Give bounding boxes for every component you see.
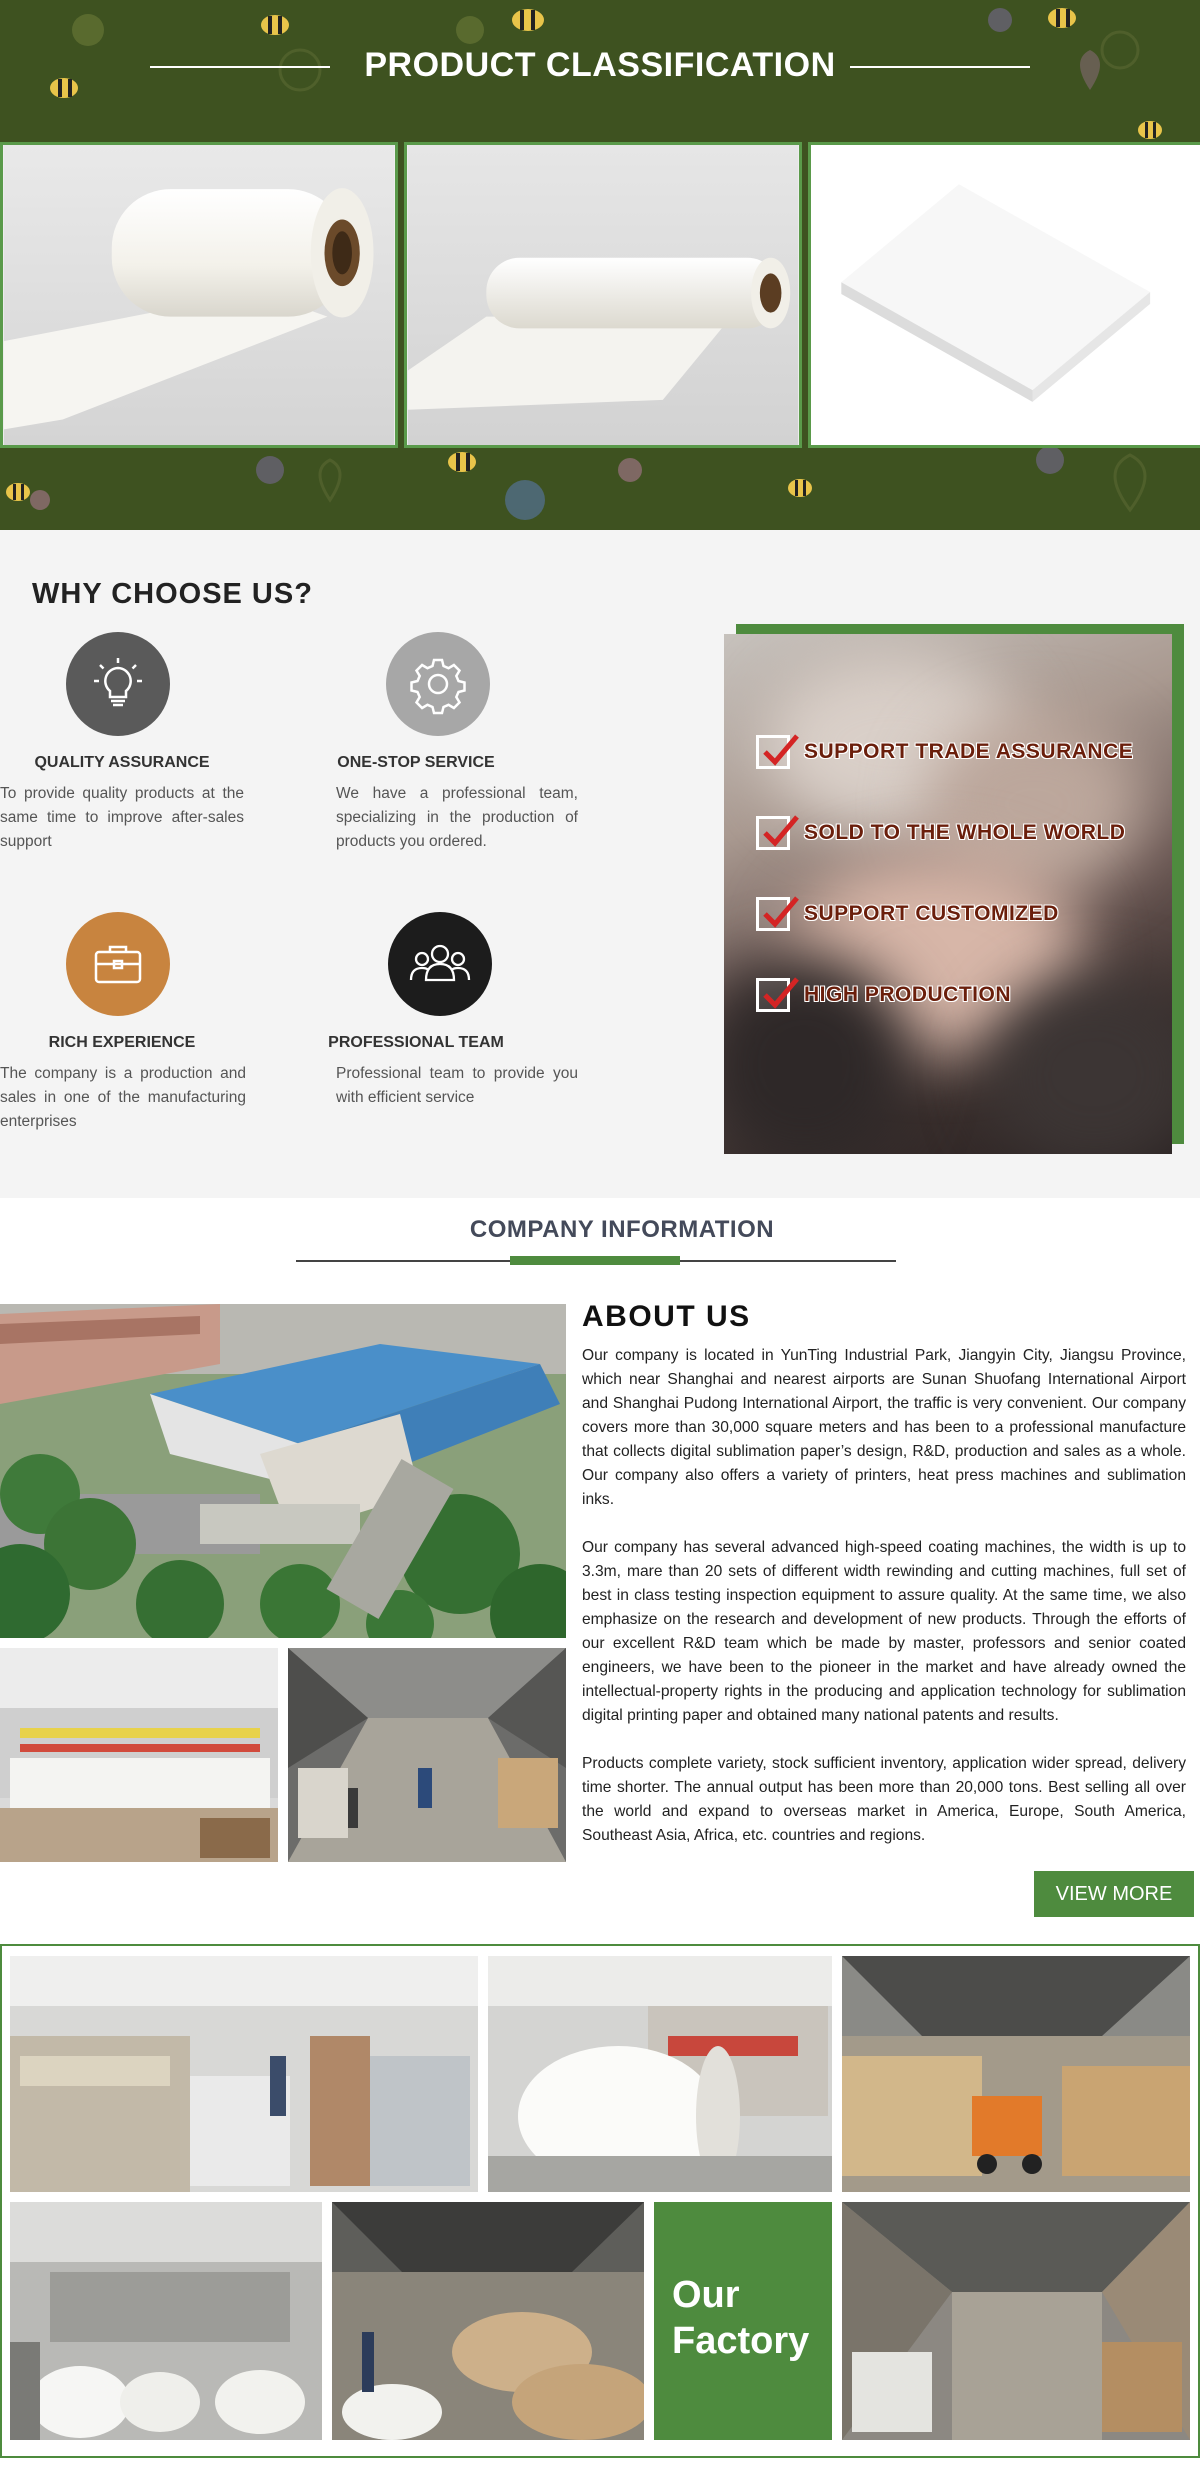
factory-photo[interactable] [10, 1956, 478, 2192]
why-choose-us-section [0, 530, 1200, 1198]
section-title: PRODUCT CLASSIFICATION [364, 46, 836, 84]
factory-photo[interactable] [488, 1956, 832, 2192]
product-card-roll-small[interactable] [404, 142, 802, 448]
paper-roll-image [407, 145, 799, 445]
feature-one-stop-service [336, 632, 596, 854]
our-factory-line2: Factory [672, 2320, 810, 2362]
title-underline-accent [510, 1256, 680, 1265]
checklist-label: SUPPORT TRADE ASSURANCE [804, 740, 1134, 763]
checklist-item [756, 975, 1011, 1015]
section-title-row [0, 40, 1200, 96]
checkbox-checked-icon [756, 897, 790, 931]
handshake-blurred-image [724, 634, 1172, 1154]
factory-photo[interactable] [10, 2202, 322, 2440]
feature-rich-experience [0, 912, 260, 1134]
company-information-section [0, 1198, 1200, 1948]
paper-sheets-image [811, 145, 1200, 445]
feature-title: PROFESSIONAL TEAM [328, 1034, 504, 1051]
about-paragraph: Our company is located in YunTing Industrial Park, Jiangyin City, Jiangsu Province, which near Shanghai and nearest airports are Sunan Shuofang International Airport and Shanghai Pudong International Airport, the traffic is very convenient. Our company covers more than 30,000 square meters and has been to a professional manufacture that collects digital sublimation paper’s design, R&D, production and sales as a whole. Our company also offers a variety of printers, heat press machines and sublimation inks. [582, 1347, 1186, 1508]
product-classification-section [0, 0, 1200, 530]
factory-aerial-photo [0, 1304, 566, 1638]
why-title: WHY CHOOSE US? [32, 578, 313, 610]
feature-title: RICH EXPERIENCE [48, 1034, 196, 1051]
why-promo-panel [724, 624, 1184, 1160]
workshop-photo [288, 1648, 566, 1862]
factory-photo[interactable] [842, 1956, 1190, 2192]
product-card-roll-large[interactable] [0, 142, 398, 448]
checkbox-checked-icon [756, 735, 790, 769]
section-title: COMPANY INFORMATION [469, 1216, 775, 1243]
checklist-item [756, 894, 1059, 934]
coating-machine-photo [0, 1648, 278, 1862]
checklist-label: HIGH PRODUCTION [804, 983, 1011, 1006]
checklist-label: SOLD TO THE WHOLE WORLD [804, 821, 1126, 844]
feature-desc: The company is a production and sales in one of the manufacturing enterprises [0, 1065, 246, 1130]
checkbox-checked-icon [756, 816, 790, 850]
feature-desc: Professional team to provide you with efficient service [336, 1065, 578, 1106]
about-body [582, 1344, 1186, 1872]
feature-title: QUALITY ASSURANCE [34, 754, 210, 771]
about-paragraph: Our company has several advanced high-speed coating machines, the width is up to 3.3m, mare than 20 sets of different width rewinding and cutting machines, full set of best in class testing inspection equipment to assure quality. At the same time, we also emphasize on the research and development of new products. Through the efforts of our excellent R&D team which be made by master, professors and senior coated engineers, we have been to the pioneer in the market and have already owned the intellectual-property rights in the producing and application technology for sublimation digital printing paper and obtained many national patents and results. [582, 1539, 1186, 1724]
our-factory-label [654, 2202, 832, 2440]
about-paragraph: Products complete variety, stock sufficient inventory, application wider spread, delivery time shorter. The annual output has been more than 20,000 tons. Best selling all over the world and expand to overseas market in America, Europe, South America, Southeast Asia, Africa, etc. countries and regions. [582, 1755, 1186, 1844]
team-icon [388, 912, 492, 1016]
factory-gallery-section [0, 1944, 1200, 2458]
paper-roll-image [3, 145, 395, 445]
factory-photo[interactable] [332, 2202, 644, 2440]
feature-quality-assurance [0, 632, 260, 854]
our-factory-line1: Our [672, 2274, 740, 2316]
feature-title: ONE-STOP SERVICE [337, 754, 495, 771]
view-more-button[interactable]: VIEW MORE [1034, 1871, 1194, 1917]
briefcase-icon [66, 912, 170, 1016]
lightbulb-icon [66, 632, 170, 736]
product-card-sheets[interactable] [808, 142, 1200, 448]
gear-icon [386, 632, 490, 736]
checklist-item [756, 732, 1133, 772]
feature-desc: To provide quality products at the same time to improve after-sales support [0, 785, 244, 850]
about-title: ABOUT US [582, 1300, 751, 1333]
factory-photo[interactable] [842, 2202, 1190, 2440]
checklist-item [756, 813, 1125, 853]
feature-professional-team [328, 912, 596, 1110]
checkbox-checked-icon [756, 978, 790, 1012]
feature-desc: We have a professional team, specializing in the production of products you ordered. [336, 785, 578, 850]
checklist-label: SUPPORT CUSTOMIZED [804, 902, 1059, 925]
